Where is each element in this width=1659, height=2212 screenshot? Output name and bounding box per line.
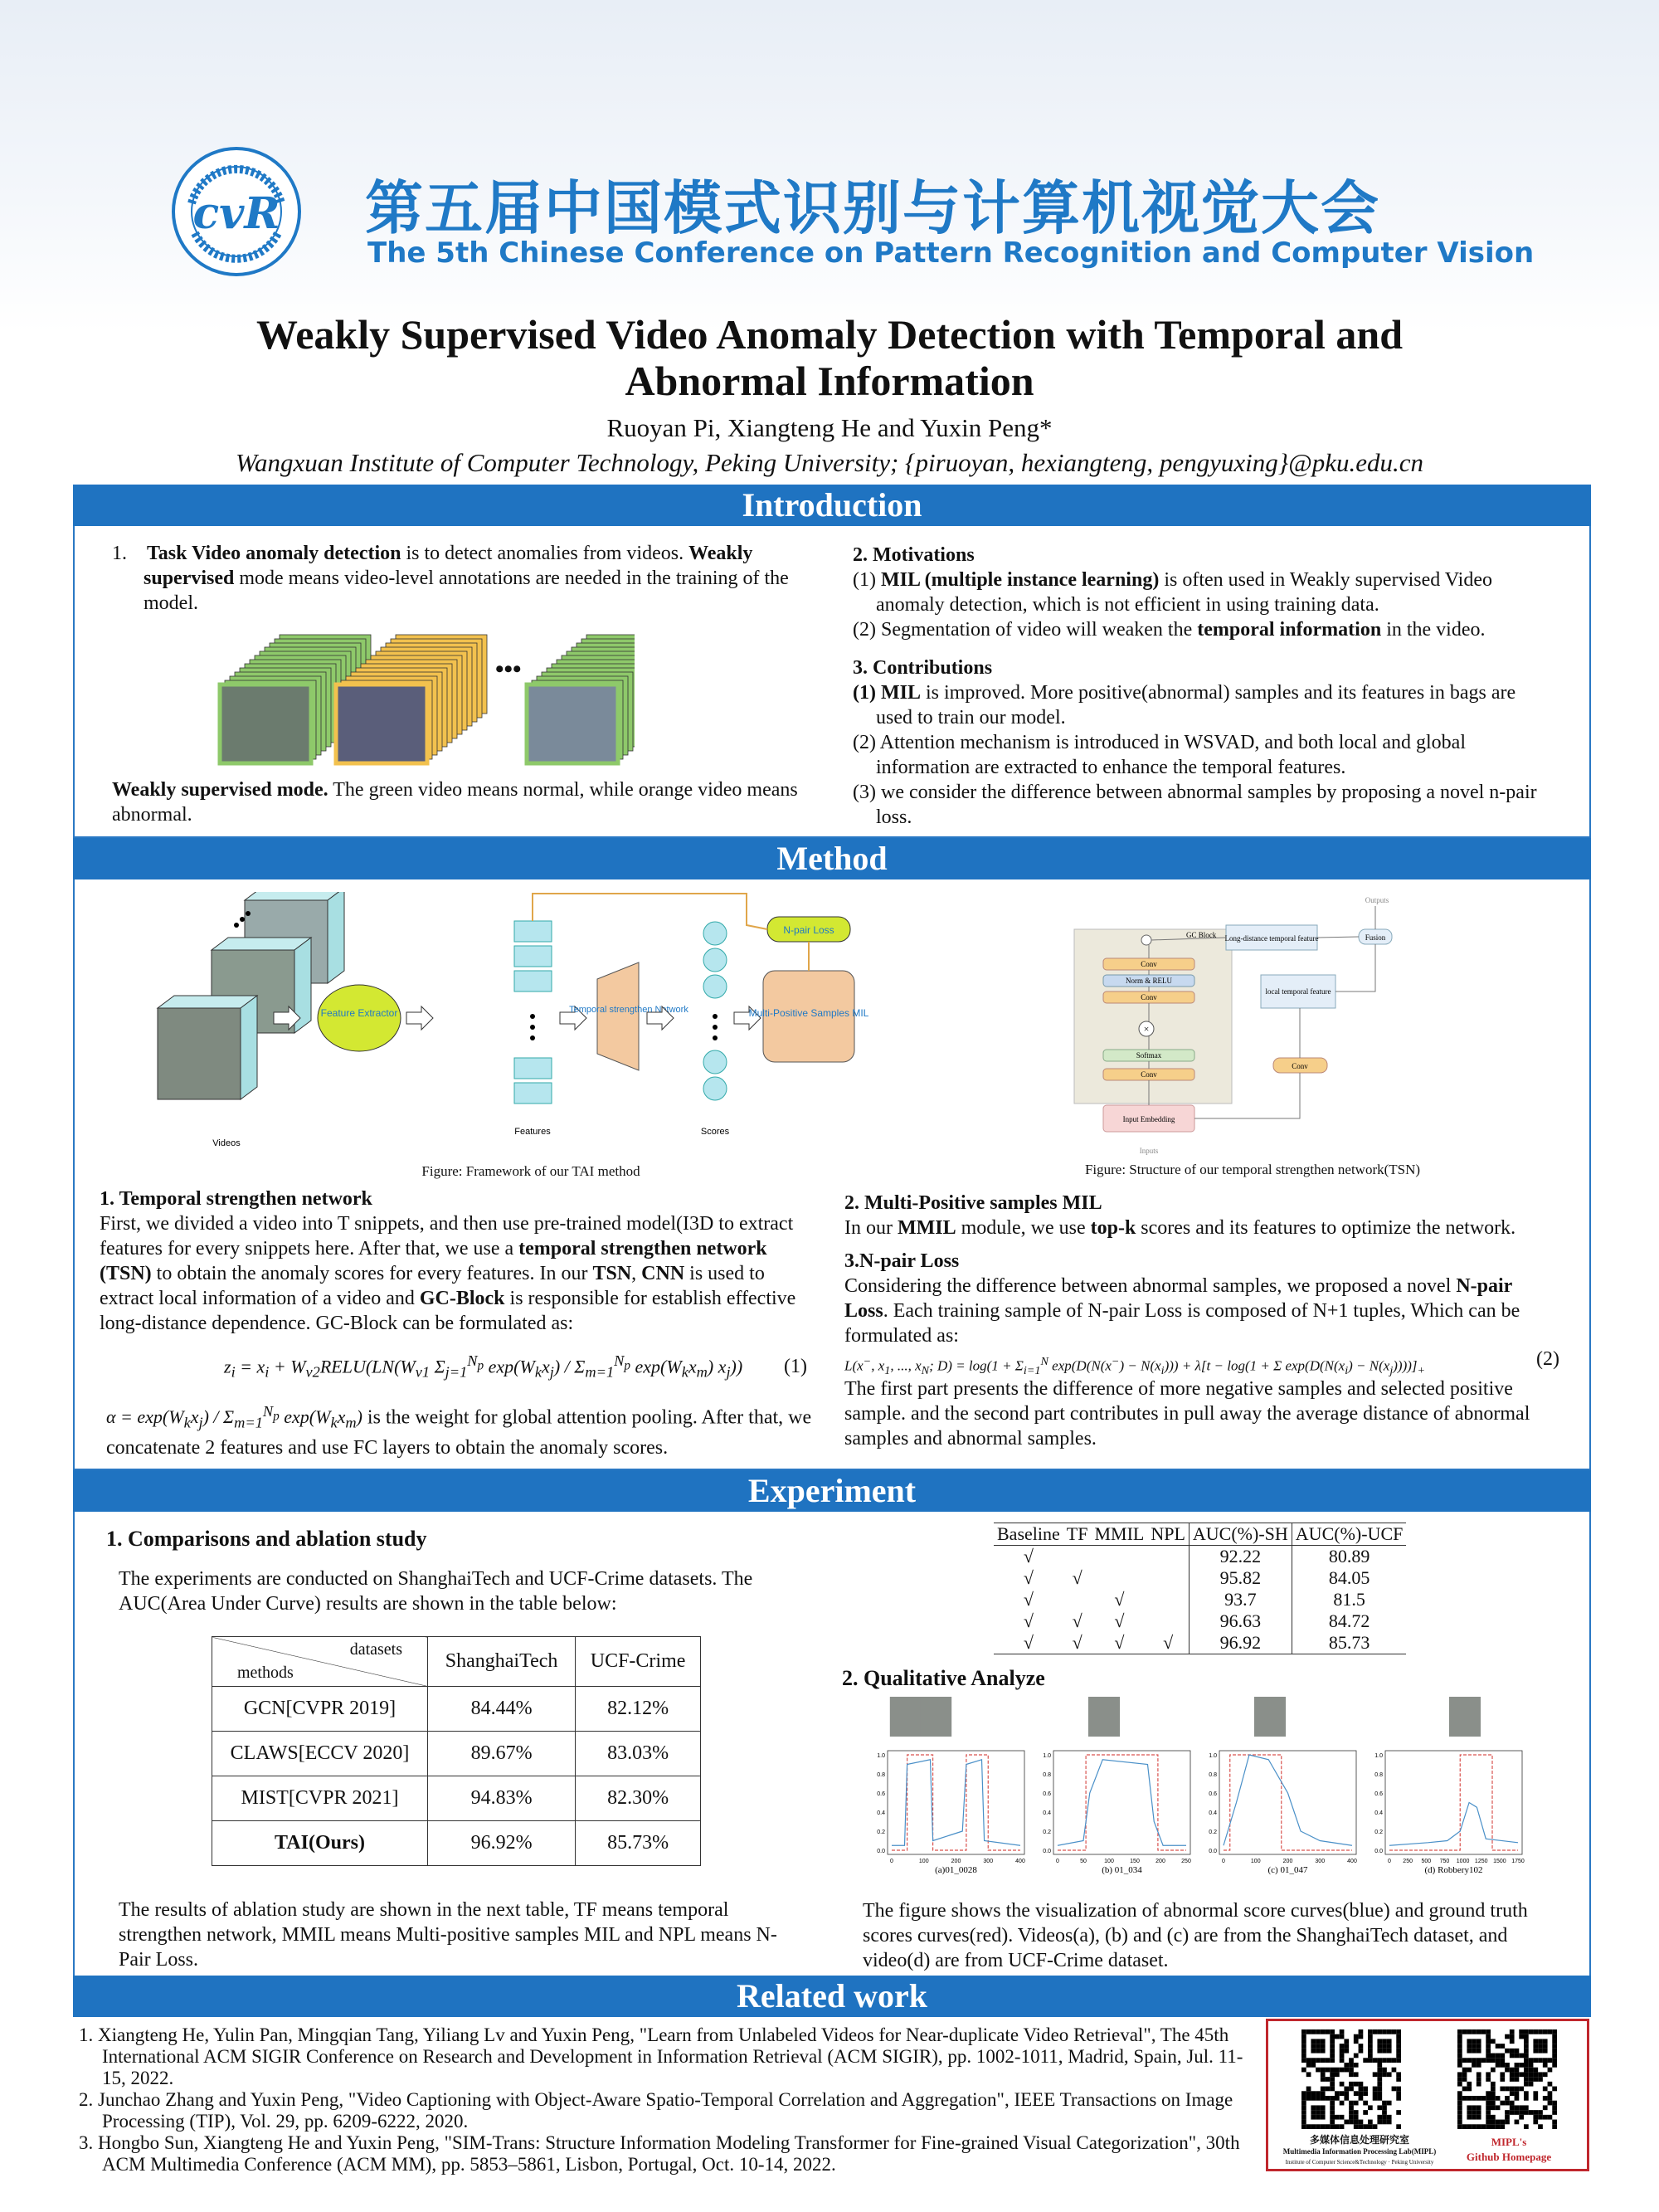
fig2-conv-mid: Conv — [1141, 993, 1157, 1001]
video-stack — [527, 635, 635, 763]
qual-plot-svg — [1037, 1697, 1199, 1875]
abl-body — [994, 1546, 1406, 1654]
y-tick-label: 0.0 — [1043, 1849, 1051, 1854]
fig2-long-distance: Long-distance temporal feature — [1224, 934, 1319, 943]
equation-1: $z_i = x_i$ + $W_{v2}RELU(LN(W_{v1}$ $\Sigma_{j=1}^{N_p}$ $\exp(W_kx_j) / \Sigma_{m=1}^{N_p}$ $\exp(W_kx_m)$ $x_j$)) — [224, 1352, 743, 1381]
fig2-fusion: Fusion — [1365, 933, 1386, 942]
abl-cell: √ — [1147, 1632, 1189, 1654]
cmp-method: GCN[CVPR 2019] — [212, 1687, 428, 1732]
fig2-caption: Figure: Structure of our temporal strengthen network(TSN) — [1084, 1162, 1421, 1177]
task-label: Task — [147, 543, 192, 564]
github-label-1: MIPL's — [1491, 2136, 1527, 2148]
c1-num: (1) — [853, 682, 881, 704]
cmp-method: MIST[CVPR 2021] — [212, 1776, 428, 1821]
qual-plot-svg — [871, 1697, 1033, 1875]
y-tick-label: 0.8 — [1043, 1772, 1051, 1778]
contributions-heading: 3. Contributions — [853, 657, 993, 679]
cmp-corner-cell — [212, 1637, 428, 1687]
section-bar-method: Method — [73, 838, 1591, 879]
video-thumbnail — [1449, 1697, 1481, 1737]
motivation-1 — [853, 568, 1541, 617]
paper-title-line2: Abnormal Information — [625, 358, 1034, 404]
npl-after: The first part presents the difference of more negative samples and selected positive sample. and the second part contributes in pull away the average distance of abnormal samples and abnormal samples. — [844, 1378, 1530, 1449]
x-tick-label: 400 — [1015, 1859, 1025, 1864]
x-tick-label: 1250 — [1474, 1859, 1488, 1864]
npl-c: . Each training sample of N-pair Loss is composed of N+1 tuples, Which can be formulated as: — [844, 1300, 1520, 1347]
tsn-description — [100, 1186, 821, 1336]
abl-cell: √ — [1023, 1567, 1034, 1588]
fig2-conv-top: Conv — [1141, 960, 1157, 968]
x-tick-label: 200 — [1282, 1859, 1293, 1864]
section-bar-related: Related work — [73, 1976, 1591, 2017]
ablation-text: The results of ablation study are shown in the next table, TF means temporal strengthen network, MMIL means Multi-positive samples MIL and NPL means N-Pair Loss. — [119, 1899, 777, 1971]
fig-caption-rest: The green video means normal, while orange video means abnormal. — [112, 779, 798, 826]
abl-cell: 96.92 — [1189, 1632, 1292, 1654]
y-tick-label: 0.8 — [1374, 1772, 1383, 1778]
qual-plot — [1037, 1697, 1199, 1896]
m2-text: (2) Segmentation of video will weaken the — [853, 619, 1198, 641]
abl-cell: 80.89 — [1292, 1546, 1406, 1568]
cmp-ucf: 82.30% — [576, 1776, 701, 1821]
cmp-corner-bottom: methods — [237, 1664, 294, 1682]
cmp-ucf: 83.03% — [576, 1732, 701, 1776]
fig1-tsn-label: Temporal strengthen Network — [569, 1005, 688, 1015]
x-tick-label: 100 — [918, 1859, 929, 1864]
section-bar-introduction: Introduction — [73, 485, 1591, 526]
x-tick-label: 750 — [1439, 1859, 1450, 1864]
cmp-corner-top: datasets — [349, 1640, 402, 1659]
table-row — [212, 1732, 701, 1776]
ground-truth-curve — [1224, 1755, 1352, 1850]
tsn-text-h: GC-Block — [419, 1288, 505, 1309]
cmp-header-row — [212, 1637, 701, 1687]
x-tick-label: 0 — [1056, 1859, 1059, 1864]
tsn-text-c: to obtain the anomaly scores for every features. In our — [151, 1263, 593, 1284]
table-row — [994, 1567, 1406, 1589]
abl-header: NPL — [1147, 1523, 1189, 1546]
tsn-text-a: First, we divided a video into T snippets, and then use pre-trained model(I3D to extract features for every snippets here. After that, we use a — [100, 1213, 794, 1259]
github-qr-code[interactable] — [1457, 2029, 1557, 2129]
tsn-text-d: TSN — [592, 1263, 632, 1284]
alpha-description — [106, 1399, 820, 1460]
intro-contributions — [853, 655, 1541, 830]
table-row — [994, 1610, 1406, 1632]
npl-a: Considering the difference between abnormal samples, we proposed a novel — [844, 1275, 1457, 1297]
video-ellipsis: ••• — [495, 655, 522, 683]
abl-cell: 84.05 — [1292, 1567, 1406, 1589]
anomaly-score-curve — [1058, 1760, 1186, 1846]
fig2-inputs: Inputs — [1139, 1147, 1159, 1155]
cmp-sh: 84.44% — [428, 1687, 576, 1732]
c1-term: MIL — [880, 682, 921, 704]
conference-title-cn: 第五届中国模式识别与计算机视觉大会 — [365, 174, 1380, 242]
qual-plot — [871, 1697, 1033, 1896]
abl-header: TF — [1063, 1523, 1092, 1546]
alpha-formula: $\alpha = \exp(W_kx_j) / \Sigma_{m=1}^{N_p}$ $\exp(W_kx_m)$ — [106, 1403, 362, 1431]
abl-cell — [1063, 1589, 1092, 1610]
y-tick-label: 0.2 — [1374, 1830, 1383, 1835]
qual-plot-svg — [1369, 1697, 1530, 1875]
anomaly-score-curve — [1224, 1755, 1352, 1845]
paper-title — [0, 311, 1659, 404]
y-tick-label: 1.0 — [1043, 1753, 1051, 1759]
y-tick-label: 0.8 — [1209, 1772, 1217, 1778]
x-tick-label: 250 — [1403, 1859, 1413, 1864]
cmp-ucf: 82.12% — [576, 1687, 701, 1732]
plot-label: (d) Robbery102 — [1424, 1865, 1483, 1875]
qual-plot — [1369, 1697, 1530, 1896]
authors: Ruoyan Pi, Xiangteng He and Yuxin Peng* — [606, 413, 1053, 442]
abl-cell: √ — [1072, 1567, 1082, 1588]
mps-heading: 2. Multi-Positive samples MIL — [844, 1192, 1102, 1214]
npl-heading: 3.N-pair Loss — [844, 1250, 960, 1272]
prcv-logo — [170, 145, 303, 278]
x-tick-label: 100 — [1104, 1859, 1114, 1864]
abl-cell: 81.5 — [1292, 1589, 1406, 1610]
abl-cell: √ — [1114, 1589, 1125, 1610]
task-text2: mode means video-level annotations are needed in the training of the model. — [144, 568, 789, 614]
y-tick-label: 0.4 — [877, 1810, 885, 1816]
plot-frame — [1219, 1751, 1356, 1854]
section-bar-experiment: Experiment — [73, 1470, 1591, 1512]
fig1-scores-label: Scores — [700, 1127, 730, 1137]
intro-task — [112, 541, 800, 616]
fig2-softmax: Softmax — [1136, 1051, 1162, 1060]
x-tick-label: 500 — [1421, 1859, 1432, 1864]
y-tick-label: 0.8 — [877, 1772, 885, 1778]
reference-item: 2. Junchao Zhang and Yuxin Peng, "Video Captioning with Object-Aware Spatio-Temporal Correlation and Aggregation", IEEE Transactions on Image Processing (TIP), Vol. 29, pp. 6209-6222, 2020. — [79, 2089, 1233, 2132]
abl-cell — [1147, 1589, 1189, 1610]
abl-cell: √ — [1063, 1632, 1092, 1654]
paper-title-line1: Weakly Supervised Video Anomaly Detection with Temporal and — [255, 311, 1404, 358]
lab-name-en: Multimedia Information Processing Lab(MIPL) — [1282, 2147, 1437, 2156]
svg-text:cvR: cvR — [192, 188, 280, 239]
table-row — [212, 1776, 701, 1821]
contribution-3: (3) we consider the difference between abnormal samples by proposing a novel n-pair loss. — [853, 782, 1537, 828]
fig1-videos-label: Videos — [212, 1138, 241, 1148]
c1-text: is improved. More positive(abnormal) samples and its features in bags are used to train our model. — [876, 682, 1516, 728]
x-tick-label: 400 — [1347, 1859, 1357, 1864]
y-tick-label: 0.0 — [1374, 1849, 1383, 1854]
x-tick-label: 100 — [1250, 1859, 1261, 1864]
qual-plot — [1203, 1697, 1365, 1896]
reference-item: 3. Hongbo Sun, Xiangteng He and Yuxin Peng, "SIM-Trans: Structure Information Modeling Transformer for Fine-grained Visual Categorization", 30th ACM Multimedia Conference (ACM MM), pp. 5853–5861, Lisbon, Portugal, Oct. 10-14, 2022. — [79, 2132, 1240, 2175]
qualitative-plots — [871, 1697, 1535, 1896]
abl-cell: √ — [994, 1632, 1063, 1654]
table-row — [994, 1589, 1406, 1610]
conference-title-en: The 5th Chinese Conference on Pattern Recognition and Computer Vision — [367, 236, 1535, 270]
abl-cell: √ — [1023, 1589, 1034, 1610]
qualitative-heading: 2. Qualitative Analyze — [842, 1666, 1045, 1690]
equation-1-number: (1) — [784, 1356, 807, 1377]
table-row — [212, 1821, 701, 1866]
fig-caption-bold: Weakly supervised mode. — [112, 779, 328, 801]
m1-term: MIL (multiple instance learning) — [880, 569, 1160, 591]
y-tick-label: 0.6 — [1374, 1791, 1383, 1797]
abl-header: MMIL — [1091, 1523, 1147, 1546]
video-thumbnail — [1088, 1697, 1120, 1737]
score-circles — [703, 922, 727, 1100]
ablation-table — [994, 1523, 1406, 1654]
task-number: 1. — [112, 543, 127, 564]
contribution-1 — [853, 680, 1541, 730]
motivation-2 — [853, 617, 1541, 642]
fig1-npair-label: N-pair Loss — [783, 924, 834, 936]
abl-cell: √ — [1023, 1610, 1034, 1631]
cmp-header-shanghaitech: ShanghaiTech — [428, 1637, 576, 1687]
table-row — [212, 1687, 701, 1732]
fig2-input-embedding: Input Embedding — [1122, 1115, 1175, 1123]
fig2-norm-relu: Norm & RELU — [1126, 977, 1172, 985]
abl-cell: 95.82 — [1189, 1567, 1292, 1589]
motivations-heading: 2. Motivations — [853, 544, 975, 566]
framework-figure — [149, 892, 879, 1157]
y-tick-label: 1.0 — [1374, 1753, 1383, 1759]
comparison-heading: 1. Comparisons and ablation study — [106, 1527, 427, 1551]
fig2-conv-side: Conv — [1292, 1062, 1308, 1070]
abl-cell: 93.7 — [1189, 1589, 1292, 1610]
npl-b: N-pair Loss — [844, 1275, 1512, 1322]
conference-header — [170, 145, 1535, 286]
abl-header: AUC(%)-UCF — [1292, 1523, 1406, 1546]
x-tick-label: 1750 — [1511, 1859, 1525, 1864]
abl-cell — [1147, 1567, 1189, 1589]
plot-frame — [1053, 1751, 1190, 1854]
cmp-method-ours: TAI(Ours) — [212, 1821, 428, 1866]
abl-cell — [1091, 1546, 1147, 1568]
anomaly-score-curve — [892, 1760, 1020, 1846]
x-tick-label: 300 — [983, 1859, 994, 1864]
table-row — [994, 1546, 1406, 1568]
comparison-text: The experiments are conducted on ShanghaiTech and UCF-Crime datasets. The AUC(Area Under Curve) results are shown in the table below: — [119, 1568, 753, 1615]
ground-truth-curve — [892, 1755, 1020, 1850]
mps-c: module, we use — [956, 1217, 1091, 1239]
abl-cell — [1091, 1567, 1147, 1589]
y-tick-label: 0.6 — [1043, 1791, 1051, 1797]
cmp-ucf: 85.73% — [576, 1821, 701, 1866]
x-tick-label: 200 — [951, 1859, 961, 1864]
abl-cell: √ — [1023, 1546, 1034, 1566]
m1-num: (1) — [853, 569, 881, 591]
x-tick-label: 0 — [890, 1859, 893, 1864]
y-tick-label: 0.4 — [1209, 1810, 1217, 1816]
github-label-2[interactable]: Github Homepage — [1466, 2151, 1552, 2163]
feature-bars — [514, 921, 552, 1104]
y-tick-label: 0.6 — [1209, 1791, 1217, 1797]
x-tick-label: 50 — [1080, 1859, 1087, 1864]
tsn-text-e: , — [631, 1263, 642, 1284]
tsn-text-b: temporal strengthen network (TSN) — [100, 1238, 767, 1284]
abl-cell: √ — [1114, 1610, 1125, 1631]
y-tick-label: 0.0 — [877, 1849, 885, 1854]
x-tick-label: 1500 — [1493, 1859, 1506, 1864]
y-tick-label: 1.0 — [1209, 1753, 1217, 1759]
ground-truth-curve — [1058, 1755, 1186, 1850]
related-work-list — [79, 2024, 1257, 2175]
fig2-outputs: Outputs — [1365, 896, 1389, 904]
abl-cell: 96.63 — [1189, 1610, 1292, 1632]
video-thumbnail — [1254, 1697, 1286, 1737]
video-thumbnail — [890, 1697, 922, 1737]
abl-header-row — [994, 1523, 1406, 1546]
abl-cell: √ — [1072, 1610, 1082, 1631]
video-stacks-figure — [212, 618, 635, 776]
fig2-gc-block-label: GC Block — [1186, 931, 1217, 939]
tsn-text-f: CNN — [641, 1263, 685, 1284]
x-tick-label: 300 — [1315, 1859, 1326, 1864]
abl-cell — [1063, 1546, 1092, 1568]
cmp-sh: 89.67% — [428, 1732, 576, 1776]
cmp-method: CLAWS[ECCV 2020] — [212, 1732, 428, 1776]
affiliation: Wangxuan Institute of Computer Technology, Peking University; {piruoyan, hexiangteng, pengyuxing}@pku.edu.cn — [236, 448, 1423, 477]
lab-name-cn: 多媒体信息处理研究室 — [1309, 2134, 1409, 2146]
abl-header: Baseline — [994, 1523, 1063, 1546]
intro-motivations — [853, 543, 1541, 642]
plot-frame — [1385, 1751, 1522, 1854]
plot-frame — [888, 1751, 1024, 1854]
svg-text:×: × — [1143, 1023, 1150, 1035]
contribution-2: (2) Attention mechanism is introduced in WSVAD, and both local and global information are extracted to enhance the temporal features. — [853, 732, 1466, 778]
reference-item: 1. Xiangteng He, Yulin Pan, Mingqian Tang, Yiliang Lv and Yuxin Peng, "Learn from Unlabeled Videos for Near-duplicate Video Retrieval", The 45th International ACM SIGIR Conference on Research and Development in Information Retrieval (ACM SIGIR), pp. 1002-1011, Madrid, Spain, Jul. 11-15, 2022. — [79, 2024, 1243, 2088]
fig1-mpsmil-label: Multi-Positive Samples MIL — [748, 1007, 869, 1019]
y-tick-label: 0.2 — [1209, 1830, 1217, 1835]
lab-subtitle: Institute of Computer Science&Technology · Peking University — [1285, 2159, 1434, 2166]
mps-description — [844, 1191, 1558, 1240]
video-cubes — [158, 892, 344, 1099]
tsn-heading: 1. Temporal strengthen network — [100, 1188, 372, 1210]
abl-cell — [1147, 1546, 1189, 1568]
cmp-sh: 94.83% — [428, 1776, 576, 1821]
intro-figure-caption — [112, 777, 800, 827]
alpha-text: is the weight for global attention pooling. After that, we concatenate 2 features and use FC layers to obtain the anomaly scores. — [106, 1406, 812, 1459]
lab-qr-code[interactable] — [1301, 2029, 1401, 2129]
abl-cell: √ — [1091, 1632, 1147, 1654]
abl-cell — [1147, 1610, 1189, 1632]
abl-cell: 84.72 — [1292, 1610, 1406, 1632]
fig1-caption: Figure: Framework of our TAI method — [421, 1163, 640, 1179]
mps-d: top-k — [1090, 1217, 1136, 1239]
task-text1: is to detect anomalies from videos. — [401, 543, 689, 564]
y-tick-label: 0.4 — [1043, 1810, 1051, 1816]
m1-text: is often used in Weakly supervised Video anomaly detection, which is not efficient in using training data. — [876, 569, 1492, 616]
cmp-header-ucf: UCF-Crime — [576, 1637, 701, 1687]
qualitative-text: The figure shows the visualization of abnormal score curves(blue) and ground truth scores curves(red). Videos(a), (b) and (c) are from the ShanghaiTech dataset, and video(d) are from UCF-Crime dataset. — [863, 1900, 1528, 1971]
fig1-feature-extractor-label: Feature Extractor — [320, 1007, 398, 1019]
abl-header: AUC(%)-SH — [1189, 1523, 1292, 1546]
fig2-local-temporal: local temporal feature — [1265, 987, 1331, 996]
comparison-table — [212, 1636, 701, 1866]
tsn-text-g: is used to extract local information of a video and — [100, 1263, 765, 1309]
y-tick-label: 1.0 — [877, 1753, 885, 1759]
fig2-conv-bottom: Conv — [1141, 1070, 1157, 1079]
y-tick-label: 0.2 — [877, 1830, 885, 1835]
mps-b: MMIL — [897, 1217, 956, 1239]
y-tick-label: 0.4 — [1374, 1810, 1383, 1816]
video-thumbnail — [920, 1697, 951, 1737]
mps-a: In our — [844, 1217, 898, 1239]
table-row — [994, 1632, 1406, 1654]
anomaly-score-curve — [1389, 1803, 1518, 1846]
abl-cell: 92.22 — [1189, 1546, 1292, 1568]
m2-end: in the video. — [1381, 619, 1486, 641]
task-term: Video anomaly detection — [192, 543, 401, 564]
fig1-features-label: Features — [514, 1127, 551, 1137]
qr-code-panel — [1266, 2019, 1589, 2171]
tsn-structure-figure — [1070, 888, 1452, 1162]
x-tick-label: 200 — [1155, 1859, 1165, 1864]
x-tick-label: 1000 — [1456, 1859, 1470, 1864]
npl-description — [844, 1249, 1558, 1348]
abl-cell: 85.73 — [1292, 1632, 1406, 1654]
task-term2: Weakly supervised — [144, 543, 753, 589]
plot-label: (a)01_0028 — [935, 1865, 977, 1875]
x-tick-label: 0 — [1388, 1859, 1391, 1864]
mps-e: scores and its features to optimize the network. — [1136, 1217, 1516, 1239]
x-tick-label: 0 — [1222, 1859, 1225, 1864]
equation-2: L(x−, $x_1$, ..., $x_N$; $D) = \log(1 + \Sigma_{i=1}^N$ $\exp(D(N(x^-) - N(x_i))) + \lambda[t - \log(1 + \Sigma$ $\exp(D(N(x_i) - N(x_j))))]_+$ — [844, 1355, 1426, 1378]
plot-label: (c) 01_047 — [1267, 1865, 1308, 1875]
y-tick-label: 0.6 — [877, 1791, 885, 1797]
plot-label: (b) 01_034 — [1102, 1865, 1142, 1875]
y-tick-label: 0.2 — [1043, 1830, 1051, 1835]
tsn-node — [597, 962, 639, 1070]
y-tick-label: 0.0 — [1209, 1849, 1217, 1854]
m2-term: temporal information — [1197, 619, 1382, 641]
tsn-text-i: is responsible for establish effective long-distance dependence. GC-Block can be formulated as: — [100, 1288, 796, 1334]
equation-2-number: (2) — [1536, 1348, 1559, 1370]
x-tick-label: 250 — [1181, 1859, 1191, 1864]
x-tick-label: 150 — [1130, 1859, 1140, 1864]
cmp-sh: 96.92% — [428, 1821, 576, 1866]
qual-plot-svg — [1203, 1697, 1365, 1875]
